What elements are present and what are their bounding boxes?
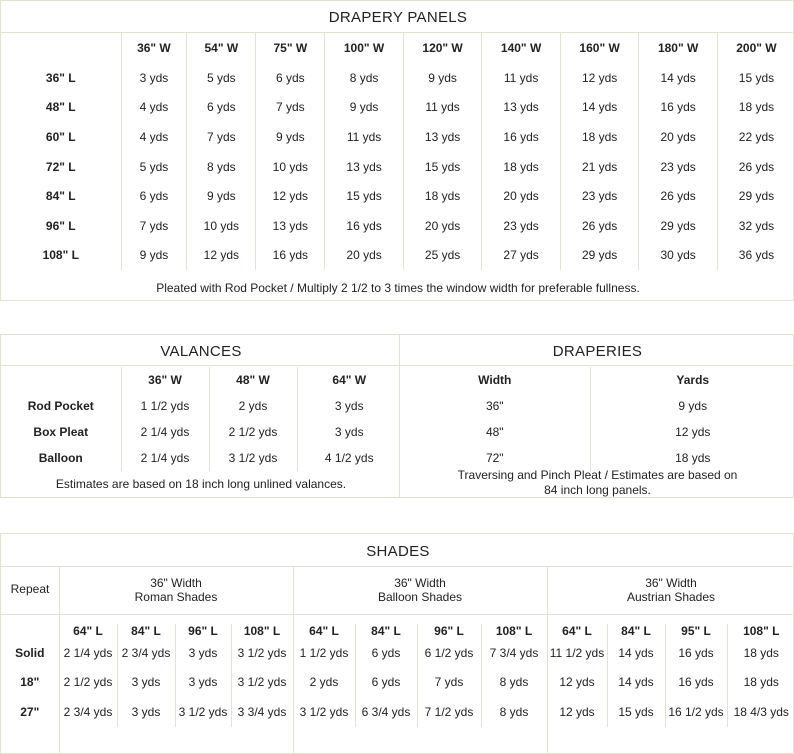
- table-cell: 10 yds: [187, 211, 256, 241]
- table-cell: 3 1/2 yds: [175, 697, 231, 727]
- table-cell: 6 yds: [121, 181, 187, 211]
- drapery-panels-note: Pleated with Rod Pocket / Multiply 2 1/2 to 3 times the window width for preferable fullness.: [156, 281, 640, 295]
- row-label: Balloon: [38, 451, 83, 465]
- row-label: 18": [20, 675, 40, 690]
- column-header: 100" W: [325, 33, 404, 63]
- table-cell: 9 yds: [590, 393, 794, 419]
- table-cell: 13 yds: [256, 211, 325, 241]
- table-cell: 2 3/4 yds: [117, 638, 175, 668]
- table-cell: 12 yds: [547, 697, 607, 727]
- shade-group-austrian: 36" Width Austrian Shades: [626, 576, 716, 604]
- table-cell: 15 yds: [325, 181, 404, 211]
- table-header-row: [400, 367, 794, 393]
- table-row: [1, 93, 794, 123]
- valances-note: Estimates are based on 18 inch long unlined valances.: [55, 477, 347, 491]
- table-cell: 9 yds: [403, 63, 482, 93]
- shades-section: [0, 533, 794, 754]
- table-cell: 29 yds: [717, 181, 794, 211]
- table-cell: 3 yds: [175, 668, 231, 698]
- table-cell: 18 yds: [403, 181, 482, 211]
- table-cell: 12 yds: [590, 419, 794, 445]
- table-cell: 16 yds: [256, 241, 325, 271]
- column-header: 84" L: [117, 624, 175, 638]
- column-header: 180" W: [639, 33, 718, 63]
- table-cell: 13 yds: [403, 122, 482, 152]
- draperies-table: [400, 367, 794, 471]
- column-header: Yards: [590, 367, 794, 393]
- table-cell: 30 yds: [639, 241, 718, 271]
- shade-group-roman: 36" Width Roman Shades: [134, 576, 218, 604]
- column-header: 64" W: [297, 367, 401, 393]
- table-cell: 14 yds: [607, 668, 665, 698]
- row-label: 72" L: [45, 159, 76, 174]
- draperies-section: [399, 334, 794, 498]
- table-cell: 20 yds: [325, 241, 404, 271]
- table-row: [1, 122, 794, 152]
- table-cell: 3 1/2 yds: [209, 445, 297, 471]
- table-cell: 3 3/4 yds: [231, 697, 293, 727]
- table-row: [1, 152, 794, 182]
- row-label: 27": [20, 704, 40, 719]
- shade-group-balloon: 36" Width Balloon Shades: [377, 576, 463, 604]
- table-cell: 12 yds: [560, 63, 639, 93]
- table-cell: 8 yds: [481, 668, 547, 698]
- table-cell: 20 yds: [482, 181, 561, 211]
- table-cell: 22 yds: [717, 122, 794, 152]
- table-cell: 18 yds: [560, 122, 639, 152]
- column-header: 140" W: [482, 33, 561, 63]
- drapery-panels-table: [1, 33, 794, 270]
- table-row: [1, 181, 794, 211]
- divider: [1, 365, 401, 366]
- valances-table: [1, 367, 401, 471]
- row-label: Box Pleat: [33, 425, 89, 439]
- table-row: [1, 638, 794, 668]
- table-row: [1, 241, 794, 271]
- column-header: 160" W: [560, 33, 639, 63]
- table-cell: 15 yds: [403, 152, 482, 182]
- table-cell: 3 1/2 yds: [231, 668, 293, 698]
- table-cell: 9 yds: [256, 122, 325, 152]
- column-header: 36" W: [121, 33, 187, 63]
- table-cell: 9 yds: [121, 241, 187, 271]
- table-cell: 20 yds: [639, 122, 718, 152]
- draperies-note-line2: 84 inch long panels.: [544, 483, 651, 497]
- table-cell: 16 yds: [665, 668, 727, 698]
- row-label: Solid: [15, 645, 45, 660]
- table-cell: 20 yds: [403, 211, 482, 241]
- table-cell: 26 yds: [560, 211, 639, 241]
- table-cell: 16 yds: [665, 638, 727, 668]
- table-row: [1, 63, 794, 93]
- table-cell: 15 yds: [717, 63, 794, 93]
- column-header: 64" L: [59, 624, 117, 638]
- table-cell: 5 yds: [121, 152, 187, 182]
- table-cell: 15 yds: [607, 697, 665, 727]
- table-cell: 3 yds: [175, 638, 231, 668]
- row-label: 108" L: [42, 248, 79, 263]
- table-cell: 8 yds: [325, 63, 404, 93]
- table-cell: 29 yds: [639, 211, 718, 241]
- column-header: 108" L: [481, 624, 547, 638]
- column-header: 120" W: [403, 33, 482, 63]
- table-cell: 13 yds: [325, 152, 404, 182]
- table-header-row: [1, 367, 401, 393]
- table-header-row: [1, 624, 794, 638]
- table-cell: 2 1/2 yds: [59, 668, 117, 698]
- column-header: 84" L: [607, 624, 665, 638]
- row-label: 48" L: [45, 100, 76, 115]
- row-label: 84" L: [45, 189, 76, 204]
- table-cell: 3 yds: [117, 668, 175, 698]
- table-cell: 72": [485, 451, 504, 465]
- table-cell: 14 yds: [639, 63, 718, 93]
- table-cell: 3 yds: [121, 63, 187, 93]
- table-cell: 2 yds: [293, 668, 355, 698]
- table-cell: 4 yds: [121, 93, 187, 123]
- table-cell: 6 yds: [355, 638, 417, 668]
- divider: [400, 365, 794, 366]
- table-cell: 10 yds: [256, 152, 325, 182]
- table-cell: 7 1/2 yds: [417, 697, 481, 727]
- shades-title: SHADES: [366, 543, 430, 560]
- table-row: [400, 419, 794, 445]
- table-cell: 32 yds: [717, 211, 794, 241]
- draperies-note-line1: Traversing and Pinch Pleat / Estimates are based on: [457, 468, 738, 482]
- table-cell: 12 yds: [547, 668, 607, 698]
- table-cell: 3 yds: [117, 697, 175, 727]
- column-header: 64" L: [547, 624, 607, 638]
- table-cell: 36": [485, 399, 504, 413]
- table-cell: 23 yds: [482, 211, 561, 241]
- table-cell: 13 yds: [482, 93, 561, 123]
- table-cell: 3 yds: [297, 393, 401, 419]
- divider: [1, 566, 794, 567]
- drapery-panels-title: DRAPERY PANELS: [328, 9, 468, 26]
- table-cell: 9 yds: [187, 181, 256, 211]
- table-cell: 1 1/2 yds: [293, 638, 355, 668]
- table-cell: 4 yds: [121, 122, 187, 152]
- table-cell: 18 yds: [482, 152, 561, 182]
- column-header: 95" L: [665, 624, 727, 638]
- table-row: [400, 393, 794, 419]
- table-cell: 14 yds: [560, 93, 639, 123]
- valances-title: VALANCES: [160, 343, 242, 360]
- table-cell: 12 yds: [256, 181, 325, 211]
- table-cell: 2 yds: [209, 393, 297, 419]
- column-header: 75" W: [256, 33, 325, 63]
- table-cell: 36 yds: [717, 241, 794, 271]
- table-cell: 18 yds: [717, 93, 794, 123]
- table-cell: 7 3/4 yds: [481, 638, 547, 668]
- table-cell: 21 yds: [560, 152, 639, 182]
- table-cell: 7 yds: [256, 93, 325, 123]
- table-cell: 9 yds: [325, 93, 404, 123]
- column-header: Width: [478, 373, 512, 387]
- table-cell: 16 yds: [482, 122, 561, 152]
- table-cell: 18 4/3 yds: [727, 697, 794, 727]
- table-cell: 2 1/2 yds: [209, 419, 297, 445]
- column-header: 96" L: [417, 624, 481, 638]
- table-cell: 2 3/4 yds: [59, 697, 117, 727]
- row-label: Rod Pocket: [27, 399, 94, 413]
- table-cell: 8 yds: [481, 697, 547, 727]
- table-cell: 3 yds: [297, 419, 401, 445]
- column-header: 108" L: [231, 624, 293, 638]
- valances-section: [0, 334, 400, 498]
- table-cell: 6 1/2 yds: [417, 638, 481, 668]
- table-cell: 6 yds: [355, 668, 417, 698]
- table-cell: 11 1/2 yds: [547, 638, 607, 668]
- table-cell: 7 yds: [121, 211, 187, 241]
- table-cell: 3 1/2 yds: [293, 697, 355, 727]
- table-cell: 16 yds: [639, 93, 718, 123]
- table-row: [1, 445, 401, 471]
- table-cell: 5 yds: [187, 63, 256, 93]
- table-cell: 7 yds: [187, 122, 256, 152]
- table-cell: 1 1/2 yds: [121, 393, 209, 419]
- table-cell: 23 yds: [639, 152, 718, 182]
- table-cell: 23 yds: [560, 181, 639, 211]
- column-header: 64" L: [293, 624, 355, 638]
- table-row: [1, 419, 401, 445]
- table-cell: 2 1/4 yds: [121, 419, 209, 445]
- table-cell: 16 yds: [325, 211, 404, 241]
- table-row: [1, 668, 794, 698]
- table-cell: 6 yds: [187, 93, 256, 123]
- table-cell: 25 yds: [403, 241, 482, 271]
- table-cell: 11 yds: [403, 93, 482, 123]
- table-cell: 18 yds: [590, 445, 794, 471]
- column-header: 108" L: [727, 624, 794, 638]
- column-header: 200" W: [717, 33, 794, 63]
- table-cell: 14 yds: [607, 638, 665, 668]
- table-cell: 6 yds: [256, 63, 325, 93]
- table-cell: 7 yds: [417, 668, 481, 698]
- table-cell: 48": [485, 425, 504, 439]
- table-cell: 2 1/4 yds: [59, 638, 117, 668]
- table-cell: 27 yds: [482, 241, 561, 271]
- column-header: 96" L: [175, 624, 231, 638]
- table-cell: 26 yds: [639, 181, 718, 211]
- table-cell: 8 yds: [187, 152, 256, 182]
- row-label: 96" L: [45, 218, 76, 233]
- table-cell: 16 1/2 yds: [665, 697, 727, 727]
- repeat-label: Repeat: [10, 582, 50, 596]
- table-header-row: [1, 33, 794, 63]
- table-row: [1, 211, 794, 241]
- table-cell: 29 yds: [560, 241, 639, 271]
- table-cell: 18 yds: [727, 668, 794, 698]
- column-header: 84" L: [355, 624, 417, 638]
- row-label: 60" L: [45, 129, 76, 144]
- drapery-panels-section: [0, 0, 794, 301]
- table-row: [1, 697, 794, 727]
- row-label: 36" L: [45, 70, 76, 85]
- column-header: 36" W: [121, 367, 209, 393]
- table-cell: 3 1/2 yds: [231, 638, 293, 668]
- column-header: 48" W: [209, 367, 297, 393]
- table-cell: 4 1/2 yds: [297, 445, 401, 471]
- table-cell: 6 3/4 yds: [355, 697, 417, 727]
- table-cell: 18 yds: [727, 638, 794, 668]
- table-cell: 12 yds: [187, 241, 256, 271]
- column-header: 54" W: [187, 33, 256, 63]
- table-cell: 2 1/4 yds: [121, 445, 209, 471]
- table-row: [1, 393, 401, 419]
- shades-table: [1, 624, 794, 727]
- table-cell: 11 yds: [482, 63, 561, 93]
- table-cell: 11 yds: [325, 122, 404, 152]
- draperies-title: DRAPERIES: [552, 343, 643, 360]
- table-cell: 26 yds: [717, 152, 794, 182]
